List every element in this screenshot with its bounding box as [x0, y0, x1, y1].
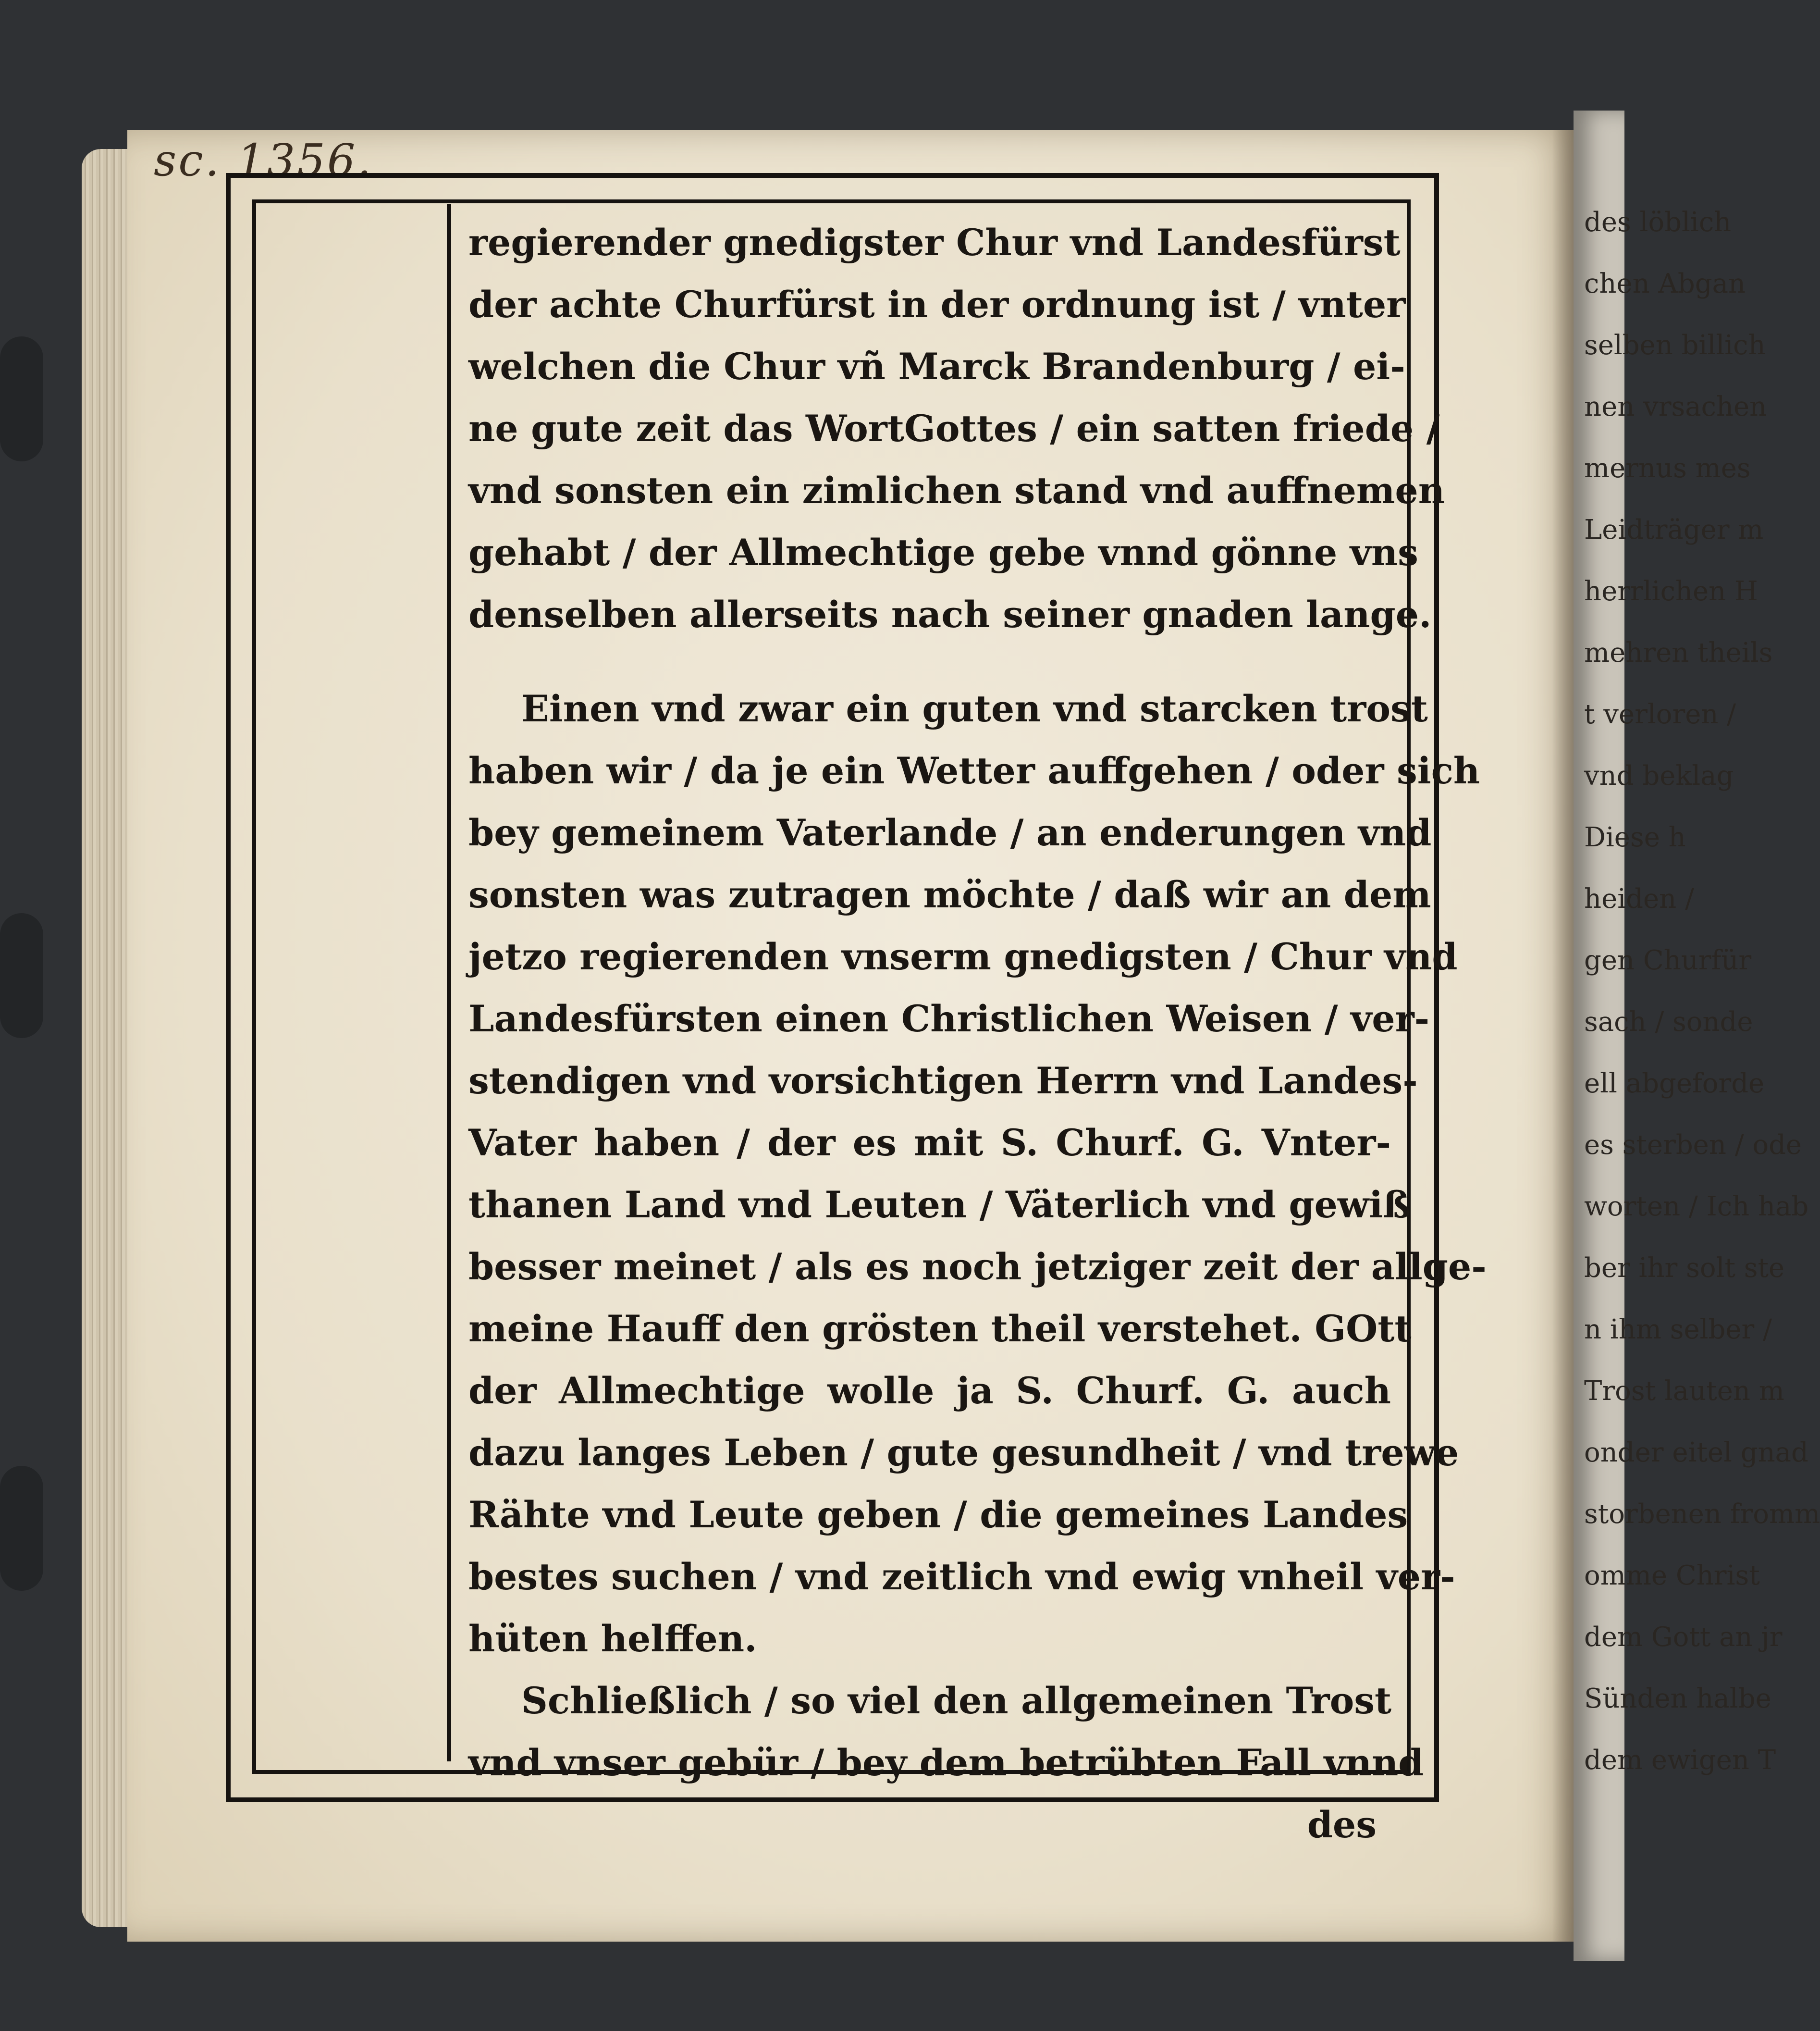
facing-page-line: mernus mes — [1584, 453, 1751, 484]
facing-page-line: vnd beklag — [1584, 760, 1734, 792]
facing-page-line: dem ewigen T — [1584, 1745, 1776, 1776]
facing-page-line: gen Churfür — [1584, 945, 1752, 976]
text-line: ne gute zeit das WortGottes / ein satten friede / — [468, 407, 1440, 450]
text-line: bestes suchen / vnd zeitlich vnd ewig vnheil ver- — [468, 1555, 1455, 1598]
text-line: regierender gnedigster Chur vnd Landesfürst — [468, 221, 1401, 264]
facing-page-line: dem Gott an jr — [1584, 1622, 1783, 1653]
facing-page — [1574, 111, 1820, 1961]
facing-page-line: herrlichen H — [1584, 576, 1758, 607]
text-line: Schließlich / so viel den allgemeinen Trost — [521, 1679, 1392, 1722]
text-line: Rähte vnd Leute geben / die gemeines Landes — [468, 1493, 1408, 1536]
text-line: vnd sonsten ein zimlichen stand vnd auffnemen — [468, 469, 1445, 512]
facing-page-line: Sünden halbe — [1584, 1683, 1771, 1714]
catchword: des — [1307, 1803, 1377, 1846]
text-line: hüten helffen. — [468, 1617, 757, 1660]
text-line: bey gemeinem Vaterlande / an enderungen vnd — [468, 811, 1432, 854]
facing-page-line: heiden / — [1584, 883, 1694, 915]
facing-page-line: worten / Ich hab — [1584, 1191, 1809, 1222]
text-line: dazu langes Leben / gute gesundheit / vnd trewe — [468, 1431, 1459, 1474]
book-clamp — [0, 336, 43, 461]
facing-page-line: Diese h — [1584, 822, 1686, 853]
paragraph-2 — [468, 678, 1487, 1670]
paragraph-3 — [468, 1670, 1424, 1794]
facing-page-line: storbenen fromm — [1584, 1498, 1820, 1530]
text-line: denselben allerseits nach seiner gnaden lange. — [468, 593, 1432, 636]
facing-page-line: nen vrsachen — [1584, 391, 1767, 422]
facing-page-line: es sterben / ode — [1584, 1129, 1802, 1161]
text-line: meine Hauff den grösten theil verstehet. GOtt — [468, 1307, 1412, 1350]
facing-page-line: mehren theils — [1584, 637, 1773, 669]
text-line: sonsten was zutragen möchte / daß wir an dem — [468, 873, 1431, 916]
text-line: thanen Land vnd Leuten / Väterlich vnd gewiß — [468, 1183, 1411, 1226]
facing-page-line: omme Christ — [1584, 1560, 1760, 1591]
text-line: Vater haben / der es mit S. Churf. G. Vnter- — [468, 1121, 1391, 1164]
facing-page-line: selben billich — [1584, 330, 1766, 361]
text-line: vnd vnser gebür / bey dem betrübten Fall vnnd — [468, 1741, 1424, 1784]
facing-page-line: Leidträger m — [1584, 514, 1764, 545]
text-line: Einen vnd zwar ein guten vnd starcken trost — [521, 687, 1428, 730]
facing-page-line: ell abgeforde — [1584, 1068, 1765, 1099]
text-line: jetzo regierenden vnserm gnedigsten / Chur vnd — [468, 935, 1458, 978]
shelfmark: sc. 1356. — [154, 135, 373, 186]
facing-page-line: n ihm selber / — [1584, 1314, 1772, 1345]
facing-page-line: ber ihr solt ste — [1584, 1252, 1785, 1284]
paragraph-1 — [468, 211, 1445, 645]
book-clamp — [0, 913, 43, 1038]
text-block — [468, 211, 1487, 1856]
book-clamp — [0, 1466, 43, 1591]
margin-rule — [447, 204, 451, 1761]
text-line: der achte Churfürst in der ordnung ist / vnter — [468, 283, 1406, 326]
text-line: gehabt / der Allmechtige gebe vnnd gönne vns — [468, 531, 1418, 574]
text-line: Landesfürsten einen Christlichen Weisen / ver- — [468, 997, 1430, 1040]
facing-page-line: chen Abgan — [1584, 268, 1746, 299]
text-line: besser meinet / als es noch jetziger zeit der allge- — [468, 1245, 1487, 1288]
facing-page-line: des löblich — [1584, 207, 1732, 238]
text-line: der Allmechtige wolle ja S. Churf. G. auch — [468, 1369, 1391, 1412]
text-line: welchen die Chur vñ Marck Brandenburg / ei- — [468, 345, 1405, 388]
text-line: stendigen vnd vorsichtigen Herrn vnd Landes- — [468, 1059, 1418, 1102]
facing-page-line: onder eitel gnad — [1584, 1437, 1808, 1468]
text-line: haben wir / da je ein Wetter auffgehen / oder sich — [468, 749, 1480, 792]
facing-page-line: sach / sonde — [1584, 1006, 1753, 1038]
facing-page-line: t verloren / — [1584, 699, 1736, 730]
facing-page-line: Trost lauten m — [1584, 1375, 1784, 1407]
